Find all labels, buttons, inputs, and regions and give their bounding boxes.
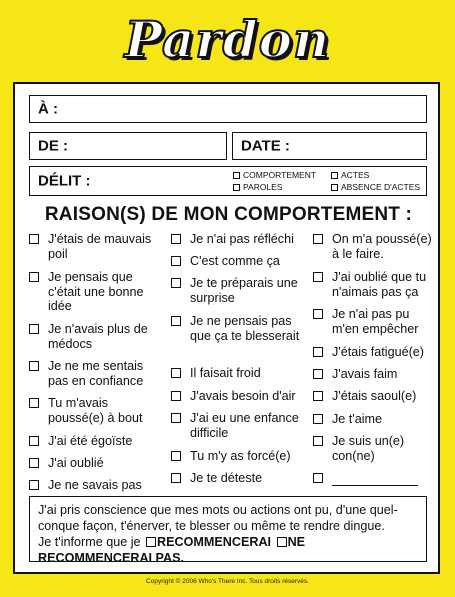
reason-item[interactable]: J'ai oublié que tu n'aimais pas ça (312, 270, 438, 299)
checkbox[interactable] (171, 473, 181, 483)
checkbox[interactable] (29, 398, 39, 408)
checkbox[interactable] (29, 361, 39, 371)
acknowledgment-text: J'ai pris conscience que mes mots ou actions ont pu, d'une quel- conque façon, t'énerver, te blesser ou même te rendre dingue. (38, 503, 398, 533)
to-field[interactable] (29, 95, 427, 123)
checkbox[interactable] (171, 413, 181, 423)
to-label: À : (38, 100, 58, 118)
checkbox[interactable] (171, 451, 181, 461)
checkbox[interactable] (171, 278, 181, 288)
checkbox[interactable] (29, 324, 39, 334)
checkbox[interactable] (277, 537, 287, 547)
date-field[interactable] (232, 132, 427, 160)
reason-item[interactable]: J'avais besoin d'air (170, 389, 308, 404)
option-never: NE RECOMMENCERAI PAS (38, 535, 306, 565)
checkbox[interactable] (29, 272, 39, 282)
from-label: DE : (38, 137, 68, 155)
reason-item[interactable]: J'ai été égoïste (28, 434, 166, 449)
reason-item[interactable]: J'étais saoul(e) (312, 389, 438, 404)
inform-prefix: Je t'informe que je (38, 535, 141, 549)
reason-item[interactable]: Je n'ai pas réfléchi (170, 232, 308, 247)
reason-item[interactable]: C'est comme ça (170, 254, 308, 269)
checkbox[interactable] (146, 537, 156, 547)
reason-item[interactable]: Je n'ai pas pu m'en empêcher (312, 307, 438, 336)
reason-item[interactable]: Je ne pensais pas que ça te blesserait (170, 314, 308, 343)
option-again: RECOMMENCERAI (157, 535, 272, 549)
from-field[interactable] (29, 132, 227, 160)
reason-item[interactable]: Je ne me sentais pas en confiance (28, 359, 166, 388)
reason-item[interactable]: Je t'aime (312, 412, 438, 427)
checkbox[interactable] (313, 369, 323, 379)
checkbox[interactable] (171, 368, 181, 378)
offense-option-acts[interactable]: ACTES (331, 170, 369, 180)
checkbox[interactable] (233, 184, 240, 191)
reason-item[interactable]: Tu m'y as forcé(e) (170, 449, 308, 464)
reasons-heading: RAISON(S) DE MON COMPORTEMENT : (44, 204, 413, 225)
reason-item[interactable]: Je ne savais pas (28, 478, 166, 493)
checkbox[interactable] (313, 272, 323, 282)
checkbox[interactable] (313, 473, 323, 483)
checkbox[interactable] (313, 234, 323, 244)
reason-item[interactable]: J'étais de mauvais poil (28, 232, 166, 261)
acknowledgment-box (29, 496, 427, 565)
offense-label: DÉLIT : (38, 172, 91, 190)
reason-item[interactable]: J'avais faim (312, 367, 438, 382)
reason-item[interactable]: J'étais fatigué(e) (312, 345, 438, 360)
checkbox[interactable] (171, 316, 181, 326)
reason-item[interactable]: J'ai eu une enfance difficile (170, 411, 308, 440)
offense-option-words[interactable]: PAROLES (233, 182, 283, 192)
reason-item-blank[interactable] (312, 471, 438, 486)
checkbox[interactable] (29, 436, 39, 446)
checkbox[interactable] (313, 414, 323, 424)
checkbox[interactable] (233, 172, 240, 179)
reason-item[interactable]: Je te préparais une surprise (170, 276, 308, 305)
reason-item[interactable]: Il faisait froid (170, 366, 308, 381)
checkbox[interactable] (313, 309, 323, 319)
reason-item[interactable]: J'ai oublié (28, 456, 166, 471)
checkbox[interactable] (171, 234, 181, 244)
checkbox[interactable] (331, 172, 338, 179)
reason-item[interactable]: Je suis un(e) con(ne) (312, 434, 438, 463)
checkbox[interactable] (171, 391, 181, 401)
reason-item[interactable]: Je n'avais plus de médocs (28, 322, 166, 351)
note-end: . (180, 551, 185, 565)
offense-option-inaction[interactable]: ABSENCE D'ACTES (331, 182, 420, 192)
checkbox[interactable] (313, 436, 323, 446)
checkbox[interactable] (313, 391, 323, 401)
checkbox[interactable] (29, 458, 39, 468)
reason-item[interactable]: Je te déteste (170, 471, 308, 486)
reason-item[interactable]: Je pensais que c'était une bonne idée (28, 270, 166, 314)
reason-item[interactable]: On m'a poussé(e) à le faire. (312, 232, 438, 261)
blank-line[interactable] (332, 473, 418, 486)
checkbox[interactable] (171, 256, 181, 266)
copyright: Copyright © 2006 Who's There Inc. Tous droits réservés. (146, 578, 309, 585)
checkbox[interactable] (29, 234, 39, 244)
page-title: Pardon (124, 10, 331, 69)
reason-item[interactable]: Tu m'avais poussé(e) à bout (28, 396, 166, 425)
pardon-form (13, 82, 440, 574)
offense-option-behavior[interactable]: COMPORTEMENT (233, 170, 316, 180)
date-label: DATE : (241, 137, 290, 155)
checkbox[interactable] (29, 480, 39, 490)
checkbox[interactable] (331, 184, 338, 191)
offense-field (29, 166, 427, 196)
checkbox[interactable] (313, 347, 323, 357)
